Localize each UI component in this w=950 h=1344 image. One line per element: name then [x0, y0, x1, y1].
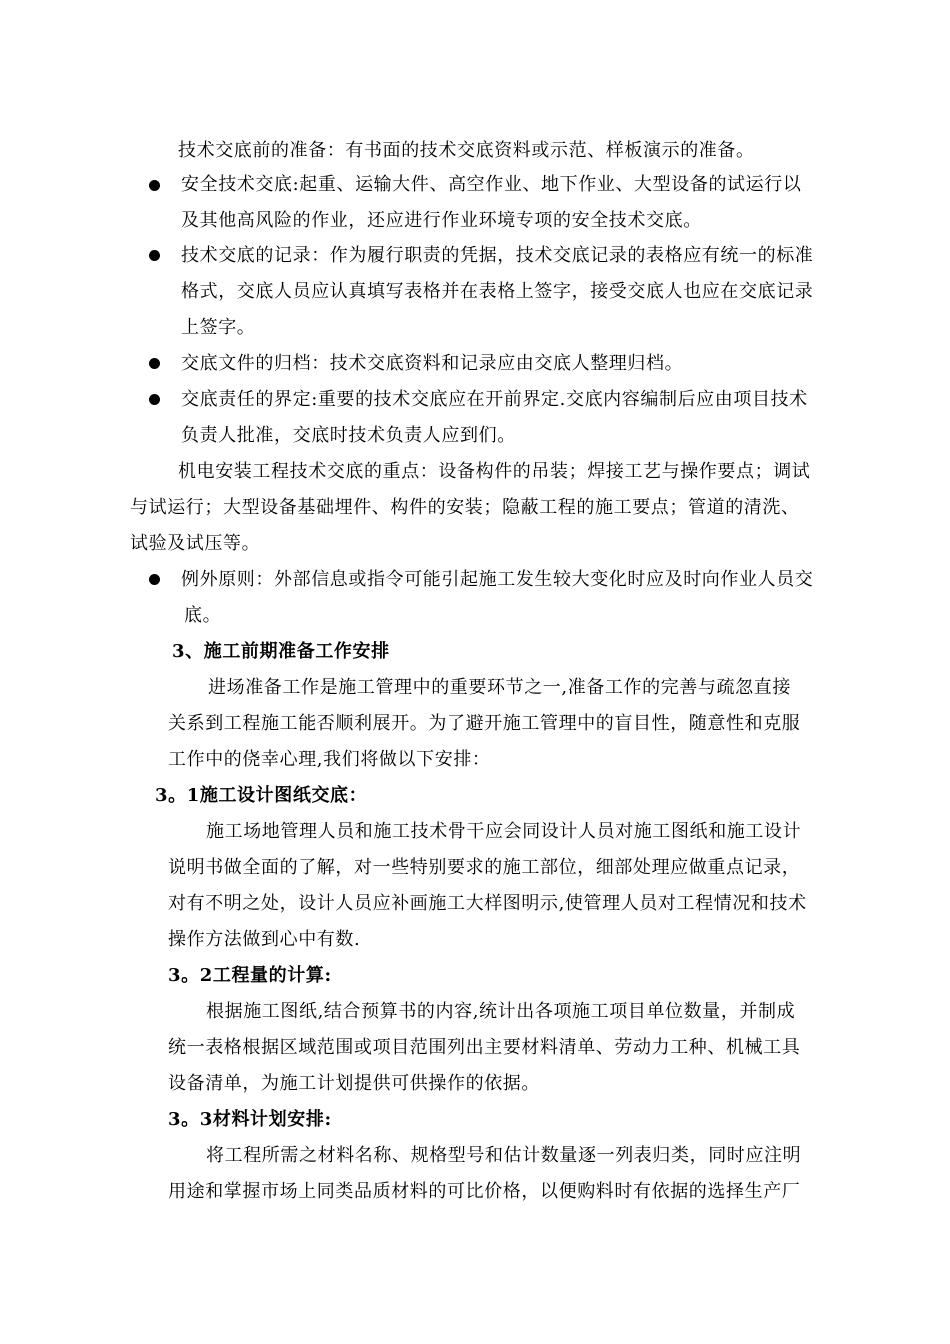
text-line: 关系到工程施工能否顺利展开。为了避开施工管理中的盲目性，随意性和克服: [168, 713, 801, 734]
text-line: 统一表格根据区域范围或项目范围列出主要材料清单、劳动力工种、机械工具: [168, 1037, 801, 1058]
text-line: 底。: [184, 605, 222, 626]
paragraph-focus: [130, 454, 810, 562]
paragraph-safety: [181, 167, 801, 239]
paragraph-s32: [168, 994, 800, 1102]
bullet-icon: [149, 180, 160, 191]
text-line: 根据施工图纸,结合预算书的内容,统计出各项施工项目单位数量，并制成: [206, 1001, 796, 1022]
text-line: 上签字。: [181, 317, 256, 338]
subsection-heading: [168, 1102, 332, 1138]
text-line: 用途和掌握市场上同类品质材料的可比价格，以便购料时有依据的选择生产厂: [168, 1181, 801, 1202]
paragraph-prep: [178, 133, 755, 169]
text-line: 安全技术交底:起重、运输大件、高空作业、地下作业、大型设备的试运行以: [181, 174, 802, 195]
text-line: 试验及试压等。: [130, 533, 261, 554]
text-line: 对有不明之处，设计人员应补画施工大样图明示,使管理人员对工程情况和技术: [168, 893, 807, 914]
subsection-heading: [168, 958, 332, 994]
text-line: 操作方法做到心中有数.: [168, 929, 361, 950]
bullet-icon: [149, 394, 160, 405]
text-line: 及其他高风险的作业，还应进行作业环境专项的安全技术交底。: [181, 210, 702, 231]
paragraph-record: [181, 238, 813, 346]
paragraph-archive: [181, 346, 683, 382]
section-heading: [172, 634, 390, 670]
text-line: 工作中的侥幸心理,我们将做以下安排：: [168, 749, 491, 770]
text-line: 施工场地管理人员和施工技术骨干应会同设计人员对施工图纸和施工设计: [206, 821, 802, 842]
text-line: 技术交底的记录：作为履行职责的凭据，技术交底记录的表格应有统一的标准: [181, 245, 814, 266]
subsection-heading: [155, 778, 367, 814]
text-line: 交底文件的归档：技术交底资料和记录应由交底人整理归档。: [181, 353, 684, 374]
bullet-icon: [149, 574, 160, 585]
text-line: 技术交底前的准备：有书面的技术交底资料或示范、样板演示的准备。: [178, 140, 755, 161]
paragraph-duty: [181, 382, 808, 454]
heading-text: 3。3材料计划安排:: [168, 1109, 332, 1130]
text-line: 将工程所需之材料名称、规格型号和估计数量逐一列表归类，同时应注明: [206, 1145, 802, 1166]
text-line: 交底责任的界定:重要的技术交底应在开前界定.交底内容编制后应由项目技术: [181, 389, 808, 410]
text-line: 格式，交底人员应认真填写表格并在表格上签字，接受交底人也应在交底记录: [181, 281, 814, 302]
text-line: 与试运行；大型设备基础埋件、构件的安装；隐蔽工程的施工要点；管道的清洗、: [130, 497, 800, 518]
paragraph-section3: [168, 670, 800, 778]
bullet-icon: [149, 250, 160, 261]
heading-text: 3。1施工设计图纸交底：: [155, 785, 368, 806]
text-line: 进场准备工作是施工管理中的重要环节之一,准备工作的完善与疏忽直接: [208, 677, 791, 698]
text-line: 设备清单，为施工计划提供可供操作的依据。: [168, 1073, 540, 1094]
paragraph-s33: [168, 1138, 801, 1210]
text-line: 机电安装工程技术交底的重点：设备构件的吊装；焊接工艺与操作要点；调试: [178, 461, 811, 482]
paragraph-s31: [168, 814, 807, 958]
text-line: 例外原则：外部信息或指令可能引起施工发生较大变化时应及时向作业人员交: [181, 569, 814, 590]
paragraph-exception: [181, 562, 813, 634]
text-line: 负责人批准，交底时技术负责人应到们。: [181, 425, 516, 446]
heading-text: 3。2工程量的计算:: [168, 965, 332, 986]
bullet-icon: [149, 358, 160, 369]
heading-text: 3、施工前期准备工作安排: [172, 641, 390, 662]
text-line: 说明书做全面的了解，对一些特别要求的施工部位，细部处理应做重点记录，: [168, 857, 801, 878]
